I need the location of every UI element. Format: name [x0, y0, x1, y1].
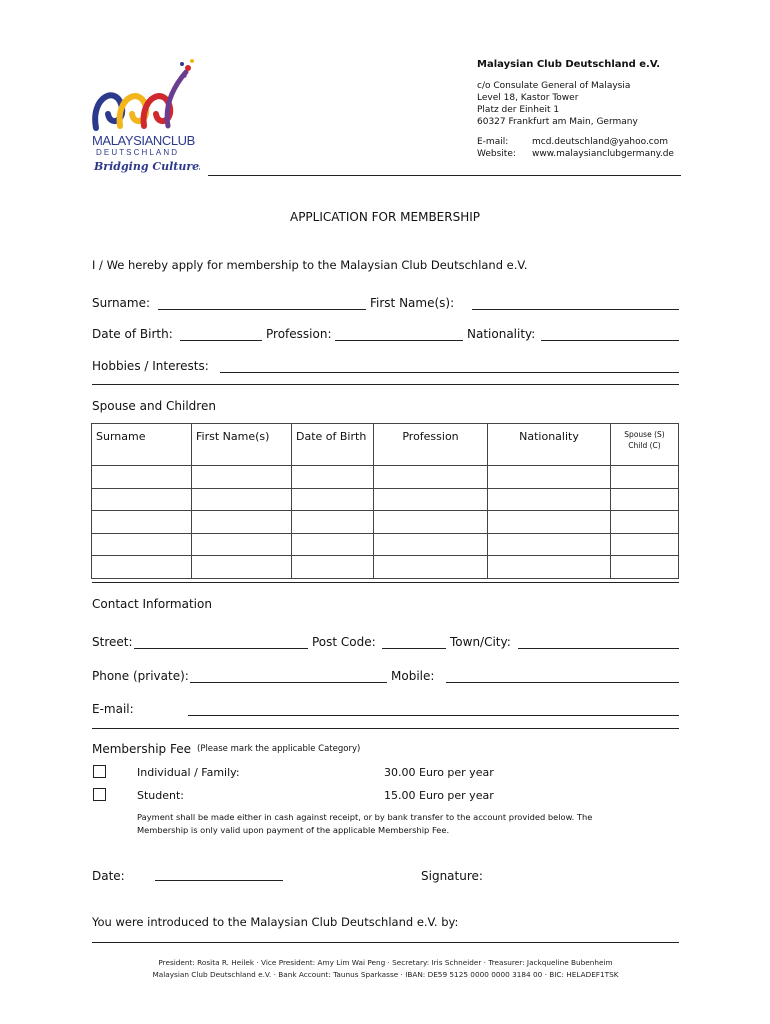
- col-spouse-child: [611, 424, 679, 466]
- dob-label: Date of Birth: [92, 327, 169, 341]
- individual-label: Individual / Family:: [137, 766, 240, 779]
- org-name: Malaysian Club Deutschland e.V.: [477, 59, 661, 70]
- table-cell[interactable]: [611, 511, 679, 534]
- student-checkbox[interactable]: [93, 788, 106, 801]
- table-cell[interactable]: [374, 466, 488, 489]
- town-field[interactable]: [518, 648, 679, 649]
- payment-note-line1: Payment shall be made either in cash against receipt, or by bank transfer to the account provided below. The: [137, 812, 593, 822]
- nationality-field[interactable]: [541, 340, 679, 341]
- table-cell[interactable]: [92, 533, 192, 556]
- date-label: Date:: [92, 869, 125, 883]
- profession-field[interactable]: [335, 340, 463, 341]
- club-logo: [88, 56, 200, 176]
- table-cell[interactable]: [488, 556, 611, 579]
- table-cell[interactable]: [611, 488, 679, 511]
- club-logo-graphic: [88, 56, 200, 176]
- fee-heading: Membership Fee: [92, 742, 191, 756]
- table-cell[interactable]: [192, 533, 292, 556]
- date-field[interactable]: [155, 880, 283, 881]
- form-title: APPLICATION FOR MEMBERSHIP: [289, 210, 481, 224]
- profession-label: Profession: [266, 327, 328, 341]
- table-cell[interactable]: [611, 533, 679, 556]
- logo-text-line2: DEUTSCHLAND: [96, 148, 180, 157]
- table-cell[interactable]: [92, 488, 192, 511]
- dob-field[interactable]: [180, 340, 262, 341]
- col-child-label: Child (C): [628, 441, 661, 450]
- table-cell[interactable]: [192, 556, 292, 579]
- table-cell[interactable]: [488, 511, 611, 534]
- col-profession: Profession: [374, 424, 488, 466]
- fee-note: (Please mark the applicable Category): [197, 744, 361, 754]
- table-cell[interactable]: [611, 556, 679, 579]
- table-cell[interactable]: [192, 511, 292, 534]
- address-line-4: 60327 Frankfurt am Main, Germany: [477, 117, 638, 127]
- contact-email-field[interactable]: [188, 715, 679, 716]
- town-label: Town/City:: [450, 635, 511, 649]
- footer-bank: Malaysian Club Deutschland e.V. · Bank Account: Taunus Sparkasse · IBAN: DE59 5125 0000 0000 3184 00 · BIC: HELADEF1TSK: [152, 970, 619, 979]
- signature-label: Signature:: [421, 869, 483, 883]
- table-row: [92, 511, 679, 534]
- student-price: 15.00 Euro per year: [384, 789, 494, 802]
- address-line-3: Platz der Einheit 1: [477, 105, 560, 115]
- phone-field[interactable]: [190, 682, 387, 683]
- table-row: [92, 466, 679, 489]
- email-link[interactable]: mcd.deutschland@yahoo.com: [532, 137, 669, 147]
- table-cell[interactable]: [292, 466, 374, 489]
- postcode-label: Post Code:: [312, 635, 376, 649]
- section-divider: [92, 728, 679, 729]
- website-link[interactable]: www.malaysianclubgermany.de: [532, 149, 674, 159]
- signature-field[interactable]: [486, 880, 679, 881]
- table-cell[interactable]: [192, 466, 292, 489]
- payment-note-line2: Membership is only valid upon payment of the applicable Membership Fee.: [137, 825, 450, 835]
- header-divider: [208, 175, 681, 176]
- address-line-2: Level 18, Kastor Tower: [477, 93, 579, 103]
- table-row: [92, 556, 679, 579]
- table-row: [92, 488, 679, 511]
- address-line-1: c/o Consulate General of Malaysia: [477, 81, 631, 91]
- surname-label: Surname: [92, 296, 146, 310]
- firstname-label: First Name(s):: [370, 296, 455, 310]
- table-cell[interactable]: [611, 466, 679, 489]
- intro-text: I / We hereby apply for membership to the Malaysian Club Deutschland e.V.: [92, 258, 528, 272]
- col-firstname: First Name(s): [192, 424, 292, 466]
- table-cell[interactable]: [374, 488, 488, 511]
- col-surname: Surname: [92, 424, 192, 466]
- table-cell[interactable]: [292, 533, 374, 556]
- table-cell[interactable]: [488, 488, 611, 511]
- individual-price: 30.00 Euro per year: [384, 766, 494, 779]
- footer-divider: [92, 942, 679, 943]
- table-cell[interactable]: [192, 488, 292, 511]
- table-header-row: [92, 424, 679, 466]
- spouse-children-table: [91, 423, 679, 579]
- table-cell[interactable]: [488, 466, 611, 489]
- nationality-label: Nationality: [467, 327, 532, 341]
- col-spouse-label: Spouse (S): [624, 430, 665, 439]
- street-field[interactable]: [134, 648, 308, 649]
- table-cell[interactable]: [374, 556, 488, 579]
- table-cell[interactable]: [374, 533, 488, 556]
- table-cell[interactable]: [374, 511, 488, 534]
- table-cell[interactable]: [292, 511, 374, 534]
- section-divider: [92, 384, 679, 385]
- table-cell[interactable]: [92, 466, 192, 489]
- mobile-field[interactable]: [446, 682, 679, 683]
- mobile-label: Mobile:: [391, 669, 435, 683]
- table-cell[interactable]: [92, 511, 192, 534]
- contact-email-label: E-mail:: [92, 702, 134, 716]
- firstname-field[interactable]: [472, 309, 679, 310]
- postcode-field[interactable]: [382, 648, 446, 649]
- website-label: Website:: [477, 149, 516, 159]
- logo-tagline: Bridging Cultures: [94, 160, 200, 173]
- table-cell[interactable]: [488, 533, 611, 556]
- logo-text-line1: MALAYSIANCLUB: [92, 133, 195, 148]
- contact-heading: Contact Information: [92, 597, 212, 611]
- table-row: [92, 533, 679, 556]
- table-cell[interactable]: [292, 556, 374, 579]
- table-cell[interactable]: [92, 556, 192, 579]
- table-cell[interactable]: [292, 488, 374, 511]
- surname-field[interactable]: [158, 309, 366, 310]
- email-label: E-mail:: [477, 137, 509, 147]
- spouse-heading: Spouse and Children: [92, 399, 216, 413]
- individual-checkbox[interactable]: [93, 765, 106, 778]
- phone-label: Phone (private):: [92, 669, 189, 683]
- section-divider: [92, 582, 679, 583]
- hobbies-label: Hobbies / Interests: [92, 359, 205, 373]
- street-label: Street:: [92, 635, 133, 649]
- col-nationality: Nationality: [488, 424, 611, 466]
- introduced-by-text: You were introduced to the Malaysian Club Deutschland e.V. by:: [92, 915, 459, 929]
- col-dob: Date of Birth: [292, 424, 374, 466]
- footer-officers: President: Rosita R. Heilek · Vice President: Amy Lim Wai Peng · Secretary: Iris Schneider · Treasurer: Jackqueline Bubenheim: [158, 958, 613, 967]
- student-label: Student:: [137, 789, 185, 802]
- hobbies-field[interactable]: [220, 372, 679, 373]
